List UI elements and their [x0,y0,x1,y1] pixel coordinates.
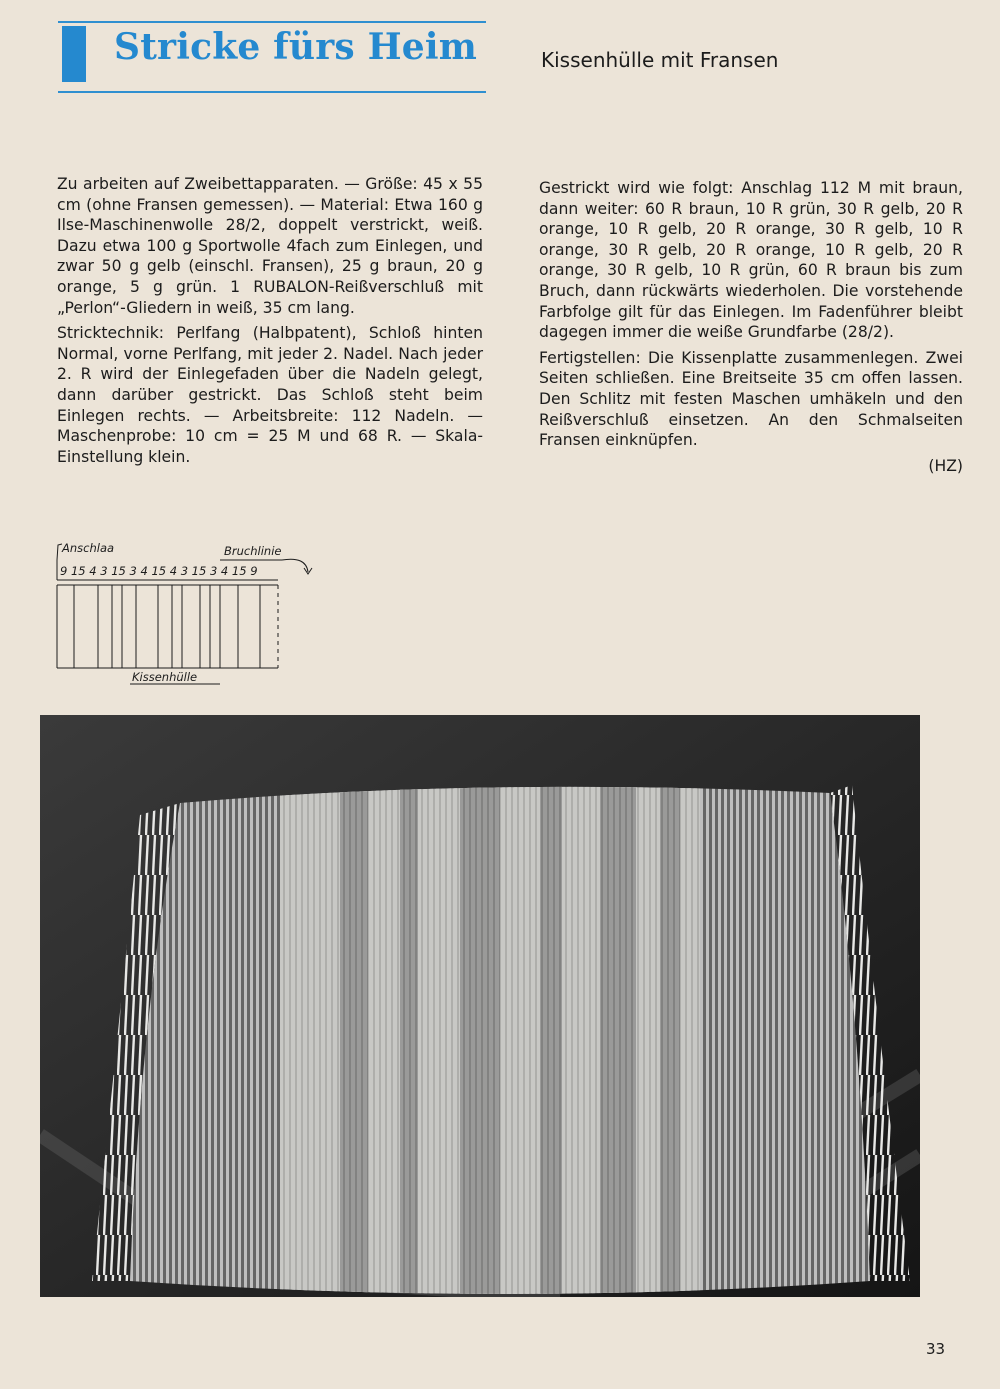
right-column [539,178,963,476]
pillow-body [120,775,880,1297]
paragraph-materials: Zu arbeiten auf Zweibettapparaten. — Größe: 45 x 55 cm (ohne Fransen gemessen). — Material: Etwa 160 g Ilse-Maschinenwolle 28/2, doppelt verstrickt, weiß. Dazu etwa 100 g Sportwolle 4fach zum Einlegen, und zwar 50 g gelb (einschl. Fransen), 25 g braun, 20 g orange, 5 g grün. 1 RUBALON-Reißverschluß mit „Perlon“-Gliedern in weiß, 35 cm lang. [57,175,483,317]
header-rule-bottom [58,91,486,93]
page-number: 33 [926,1340,946,1358]
diagram-stripes [74,585,260,668]
paragraph-finishing: Fertigstellen: Die Kissenplatte zusammenlegen. Zwei Seiten schließen. Eine Breitseite 35 cm offen lassen. Den Schlitz mit festen Maschen umhäkeln und den Reißverschluß einsetzen. An den Schmalseiten Fransen einknüpfen. [539,348,963,450]
knitting-diagram [50,540,330,690]
author-credit: (HZ) [928,456,963,475]
pillow-photo [40,715,920,1297]
header-rule-top [58,21,486,23]
header-accent-bar [62,26,86,82]
diagram-caption: Kissenhülle [132,670,198,684]
diagram-label-fold: Bruchlinie [224,544,282,558]
page-title: Stricke fürs Heim [114,26,478,68]
paragraph-color-sequence: Gestrickt wird wie folgt: Anschlag 112 M mit braun, dann weiter: 60 R braun, 10 R grün, 30 R gelb, 20 R orange, 10 R gelb, 20 R orange, 30 R gelb, 10 R orange, 30 R gelb, 20 R orange, 10 R gelb, 20 R orange, 30 R gelb, 10 R grün, 60 R braun bis zum Bruch, dann rückwärts wiederholen. Die vorstehende Farbfolge gilt für das Einlegen. Im Fadenführer bleibt dagegen immer die weiße Grundfarbe (28/2). [539,179,963,342]
article-subtitle: Kissenhülle mit Fransen [541,48,779,72]
diagram-sequence [60,564,258,578]
left-column [57,174,483,472]
paragraph-technique: Stricktechnik: Perlfang (Halbpatent), Schloß hinten Normal, vorne Perlfang, mit jeder 2. Nadel. Nach jeder 2. R wird der Einlegefaden über die Nadeln gelegt, dann darüber gestrickt. Das Schloß steht beim Einlegen rechts. — Arbeitsbreite: 112 Nadeln. — Maschenprobe: 10 cm = 25 M und 68 R. — Skala-Einstellung klein. [57,324,483,466]
diagram-label-start: Anschlaa [62,541,115,555]
diagram-sequence-label: 9 15 4 3 15 3 4 15 4 3 15 3 4 15 9 [60,564,258,578]
